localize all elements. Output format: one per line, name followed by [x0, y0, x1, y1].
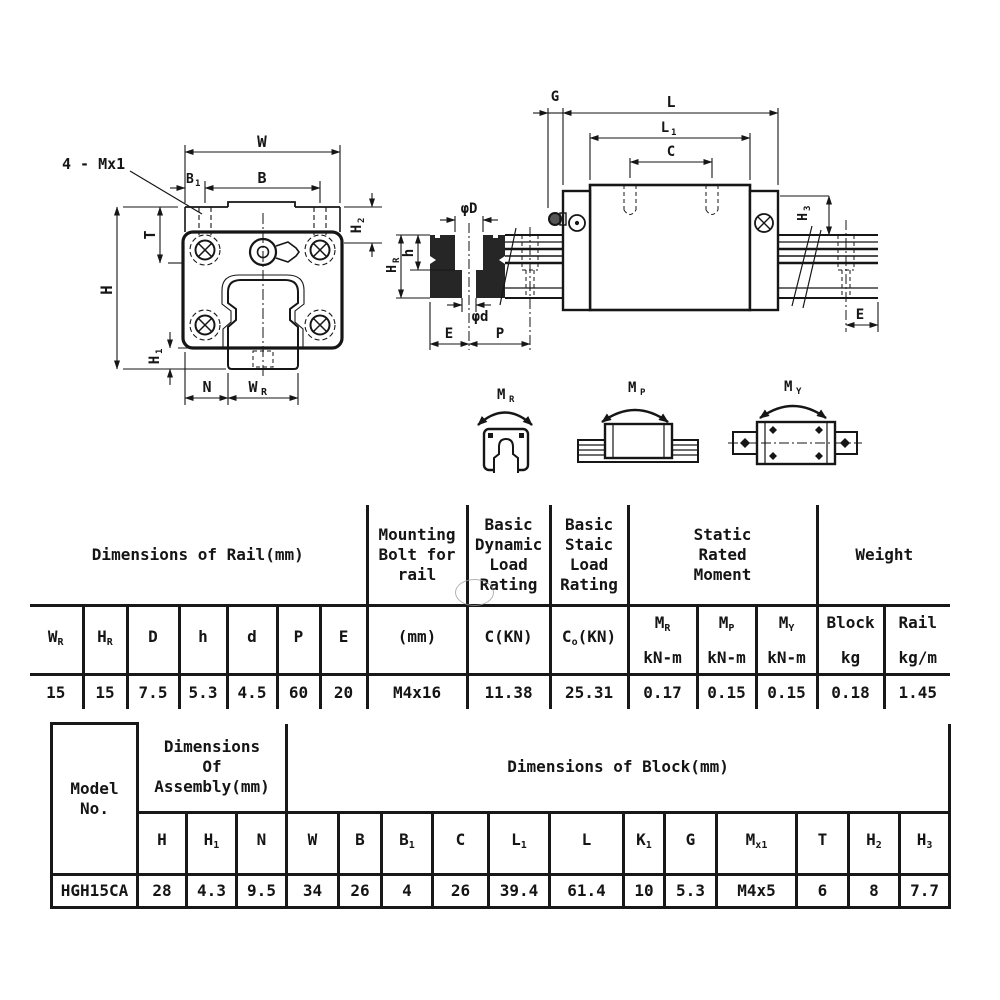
svg-text:H: H: [796, 213, 811, 221]
t2-col-g: G: [665, 812, 717, 874]
t2-col-h1: $H_1$: [187, 812, 237, 874]
dim-label-W: W: [257, 132, 267, 151]
dim-label-E-end: E: [855, 307, 865, 323]
t2-col-h: H: [138, 812, 187, 874]
dim-label-L: L: [666, 93, 676, 111]
t1-value: 15: [30, 675, 83, 710]
t1-value: 7.5: [127, 675, 179, 710]
t1-value: 0.15: [697, 675, 756, 710]
svg-text:R: R: [392, 257, 402, 263]
t2-model-header: Model No.: [52, 724, 138, 875]
t2-col-h3: $H_3$: [900, 812, 950, 874]
svg-text:H: H: [97, 285, 116, 295]
block-side-view: [563, 185, 778, 310]
t2-col-l1: $L_1$: [489, 812, 550, 874]
dim-label-G: G: [550, 89, 560, 105]
t1-value: 60: [277, 675, 320, 710]
t1-col-hr: $H_R$: [83, 606, 127, 675]
block-spec-table: [50, 722, 951, 909]
moment-mr-label: [497, 387, 515, 405]
moment-mp-label: [628, 380, 646, 398]
t1-col-co-kn: $C_o(KN)$: [550, 606, 628, 675]
t1-group-weight: Weight: [817, 505, 950, 606]
svg-text:H: H: [349, 224, 365, 234]
moment-diagrams: [445, 372, 875, 480]
t2-col-b1: $B_1$: [382, 812, 433, 874]
t2-col-k1: $K_1$: [624, 812, 665, 874]
dim-HR: [396, 235, 430, 298]
t1-value: 25.31: [550, 675, 628, 710]
moment-my-icon: [728, 406, 862, 464]
dim-label-N: N: [202, 378, 212, 396]
rail-spec-table: [30, 505, 950, 709]
scan-artifact-ellipse: [455, 579, 494, 606]
t1-col-d-lower: d: [227, 606, 277, 675]
t1-col-my: $M_Y$ kN-m: [756, 606, 817, 675]
t1-col-h: h: [179, 606, 227, 675]
t1-value: 0.15: [756, 675, 817, 710]
t1-group-static-load: Basic Staic Load Rating: [550, 505, 628, 606]
t2-col-b: B: [339, 812, 382, 874]
dim-T: [160, 207, 183, 263]
moment-mr-icon: [478, 413, 532, 475]
dim-label-P: P: [495, 326, 505, 342]
t1-value: 11.38: [467, 675, 550, 710]
t2-value: 7.7: [900, 874, 950, 907]
t2-value: 39.4: [489, 874, 550, 907]
t1-value: 5.3: [179, 675, 227, 710]
svg-text:1: 1: [155, 348, 165, 354]
t1-col-e: E: [320, 606, 367, 675]
t1-col-block-kg: Block kg: [817, 606, 884, 675]
svg-text:H: H: [147, 355, 163, 365]
t2-value: 28: [138, 874, 187, 907]
t2-value: 10: [624, 874, 665, 907]
dim-label-T: [141, 230, 159, 239]
svg-text:3: 3: [803, 205, 813, 211]
svg-text:1: 1: [671, 128, 677, 138]
t1-group-dynamic-load: Basic Dynamic Load Rating: [467, 505, 550, 606]
dim-label-HR: [385, 257, 402, 273]
side-view-drawing: [385, 70, 978, 370]
svg-text:R: R: [261, 387, 268, 398]
dim-label-h: [401, 249, 417, 257]
dim-label-phiD: φD: [460, 201, 478, 217]
dim-label-L1: [661, 120, 677, 138]
dim-label-H1: [147, 349, 165, 365]
t2-value: 8: [849, 874, 900, 907]
grease-nipple: [250, 239, 299, 265]
svg-text:M: M: [497, 387, 506, 403]
dim-label-C: C: [666, 144, 676, 160]
t1-value: 1.45: [898, 682, 938, 702]
t1-col-c-kn: C(KN): [467, 606, 550, 675]
t2-value: 4: [382, 874, 433, 907]
svg-text:M: M: [784, 379, 793, 395]
t2-col-c: C: [433, 812, 489, 874]
t1-value: 0.18: [817, 675, 884, 710]
svg-text:M: M: [628, 380, 637, 396]
t2-model-value: HGH15CA: [52, 874, 138, 907]
dim-label-WR: [248, 378, 268, 398]
svg-text:P: P: [640, 388, 646, 398]
svg-text:T: T: [141, 230, 159, 240]
svg-text:2: 2: [357, 217, 367, 223]
dim-H1: [170, 332, 226, 385]
dim-label-phid: φd: [471, 309, 489, 325]
dim-label-B: B: [257, 169, 267, 187]
front-view-drawing: [50, 85, 395, 420]
t2-group-assembly: Dimensions Of Assembly(mm): [138, 724, 287, 813]
svg-text:Y: Y: [796, 387, 802, 397]
t2-col-n: N: [237, 812, 287, 874]
t1-col-p: P: [277, 606, 320, 675]
t2-group-block-dims: Dimensions of Block(mm): [287, 724, 950, 813]
dim-label-H2: [349, 218, 367, 234]
moment-my-label: [784, 379, 802, 397]
t2-value: M4x5: [717, 874, 797, 907]
t2-value: 26: [433, 874, 489, 907]
t2-value: 34: [287, 874, 339, 907]
t2-col-l: L: [550, 812, 624, 874]
dim-label-B1: [186, 172, 200, 189]
t2-value: 26: [339, 874, 382, 907]
t1-value: 4.5: [227, 675, 277, 710]
t1-group-mounting-bolt: Mounting Bolt for rail: [367, 505, 467, 606]
t1-group-static-moment: Static Rated Moment: [628, 505, 817, 606]
t2-col-t: T: [797, 812, 849, 874]
t2-value: 5.3: [665, 874, 717, 907]
t1-col-mr: $M_R$ kN-m: [628, 606, 697, 675]
t1-col-wr: $W_R$: [30, 606, 83, 675]
moment-mp-icon: [578, 410, 698, 462]
t1-group-rail-dims: Dimensions of Rail(mm): [30, 505, 367, 606]
svg-text:B: B: [186, 172, 194, 187]
t1-col-d-upper: D: [127, 606, 179, 675]
t2-col-mx1: $M_{x1}$: [717, 812, 797, 874]
t1-value: M4x16: [367, 675, 467, 710]
t1-col-mp: $M_P$ kN-m: [697, 606, 756, 675]
t2-value: 4.3: [187, 874, 237, 907]
dim-label-H: [97, 285, 116, 295]
bolt-callout-label: 4 - Mx1: [62, 155, 126, 173]
dim-label-H3: [796, 206, 813, 221]
svg-text:h: h: [401, 248, 417, 258]
t2-value: 6: [797, 874, 849, 907]
t1-value: 20: [320, 675, 367, 710]
t1-value: 15: [83, 675, 127, 710]
svg-text:1: 1: [195, 179, 201, 189]
rail-cross-section: [430, 235, 505, 298]
t2-col-h2: $H_2$: [849, 812, 900, 874]
svg-text:W: W: [248, 378, 258, 396]
rail-side-left: [500, 228, 563, 305]
t2-value: 61.4: [550, 874, 624, 907]
svg-text:R: R: [509, 395, 515, 405]
t1-col-bolt-mm: (mm): [367, 606, 467, 675]
t2-value: 9.5: [237, 874, 287, 907]
svg-text:L: L: [660, 120, 670, 136]
svg-text:H: H: [385, 265, 400, 273]
dim-label-E-rail: E: [444, 326, 454, 342]
t1-value: 0.17: [628, 675, 697, 710]
t2-col-w: W: [287, 812, 339, 874]
t1-col-rail-kgm: Rail kg/m: [884, 606, 950, 675]
